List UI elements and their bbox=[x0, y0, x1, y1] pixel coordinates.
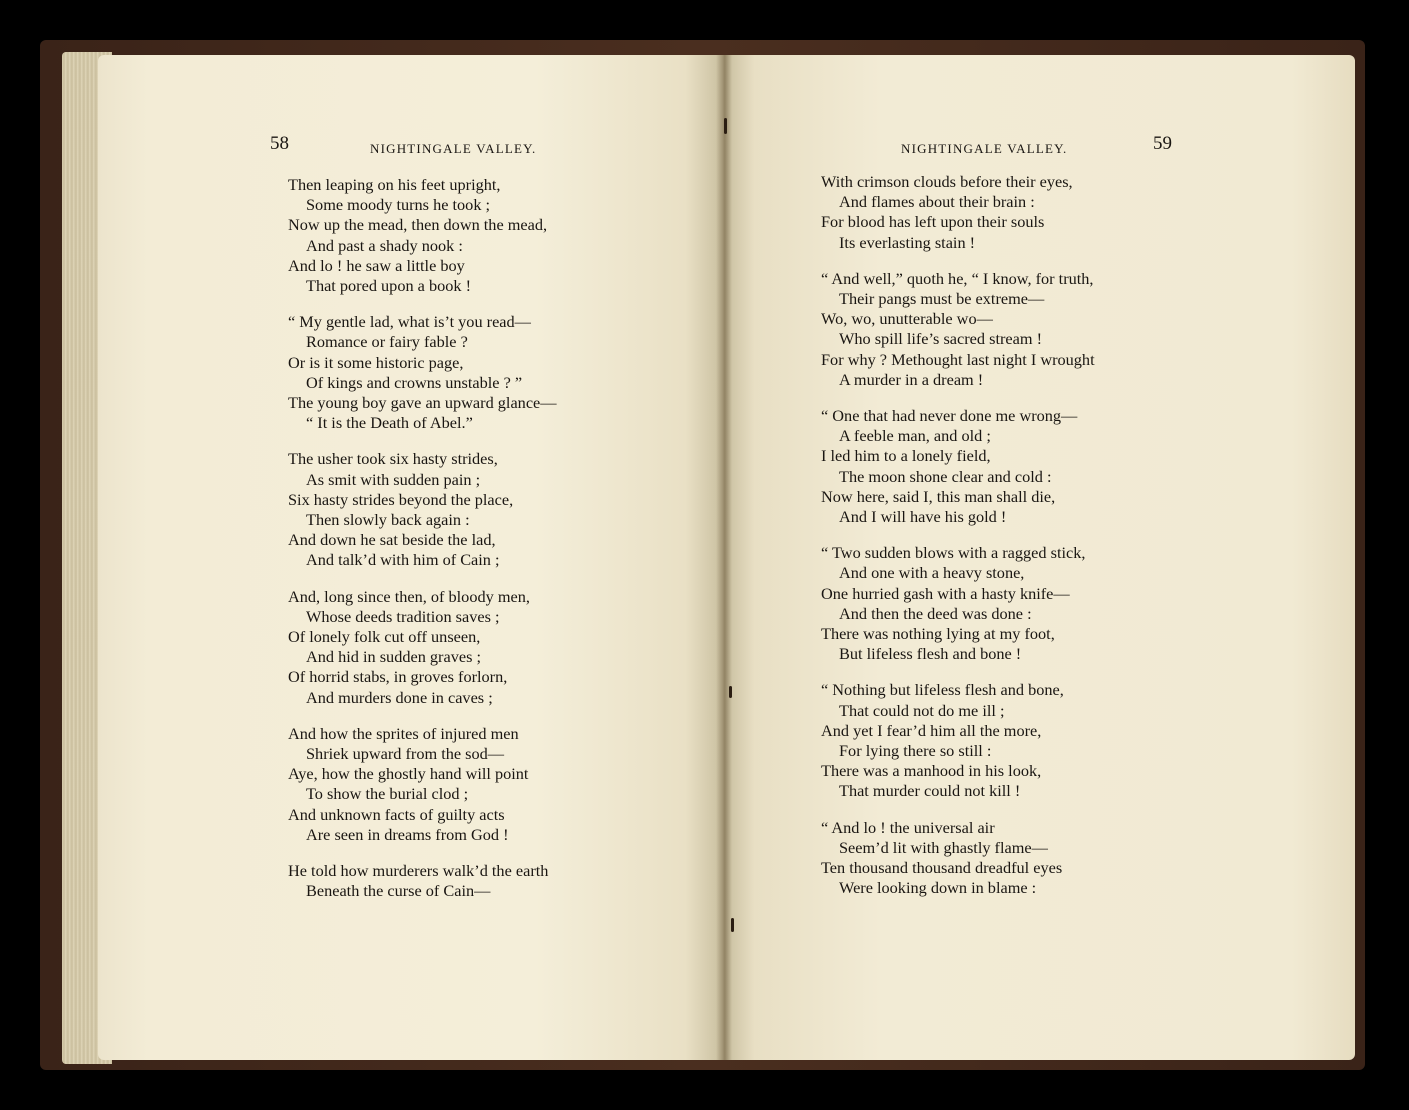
right-page-number: 59 bbox=[1153, 133, 1172, 154]
poem-line: That pored upon a book ! bbox=[306, 276, 472, 296]
poem-line: That murder could not kill ! bbox=[839, 781, 1021, 801]
binding-thread-mark bbox=[729, 686, 732, 698]
poem-line: A feeble man, and old ; bbox=[839, 426, 991, 446]
poem-line: One hurried gash with a hasty knife— bbox=[821, 583, 1070, 603]
poem-line: That could not do me ill ; bbox=[839, 700, 1005, 720]
poem-line: Then slowly back again : bbox=[306, 510, 470, 530]
right-page bbox=[723, 55, 1355, 1060]
left-poem-text bbox=[288, 175, 557, 918]
poem-line: For blood has left upon their souls bbox=[821, 212, 1045, 232]
poem-line: Six hasty strides beyond the place, bbox=[288, 489, 514, 509]
poem-line: There was nothing lying at my foot, bbox=[821, 624, 1055, 644]
poem-line: Aye, how the ghostly hand will point bbox=[288, 764, 529, 784]
stanza bbox=[288, 861, 557, 901]
book-gutter bbox=[716, 55, 732, 1060]
stanza bbox=[821, 818, 1095, 899]
poem-line: And, long since then, of bloody men, bbox=[288, 586, 530, 606]
poem-line: Were looking down in blame : bbox=[839, 878, 1037, 898]
poem-line: Their pangs must be extreme— bbox=[839, 289, 1045, 309]
poem-line: “ One that had never done me wrong— bbox=[821, 406, 1078, 426]
poem-line: Shriek upward from the sod— bbox=[306, 744, 505, 764]
poem-line: And how the sprites of injured men bbox=[288, 723, 519, 743]
poem-line: Some moody turns he took ; bbox=[306, 195, 491, 215]
poem-line: Ten thousand thousand dreadful eyes bbox=[821, 858, 1063, 878]
poem-line: Seem’d lit with ghastly flame— bbox=[839, 837, 1048, 857]
poem-line: Of horrid stabs, in groves forlorn, bbox=[288, 667, 508, 687]
poem-line: Beneath the curse of Cain— bbox=[306, 881, 491, 901]
right-poem-text bbox=[821, 172, 1095, 915]
poem-line: And talk’d with him of Cain ; bbox=[306, 550, 500, 570]
poem-line: “ And lo ! the universal air bbox=[821, 817, 995, 837]
poem-line: Or is it some historic page, bbox=[288, 352, 464, 372]
poem-line: But lifeless flesh and bone ! bbox=[839, 644, 1022, 664]
poem-line: For why ? Methought last night I wrought bbox=[821, 349, 1095, 369]
poem-line: And hid in sudden graves ; bbox=[306, 647, 481, 667]
left-page-number: 58 bbox=[270, 133, 289, 154]
poem-line: The usher took six hasty strides, bbox=[288, 449, 498, 469]
stanza bbox=[821, 680, 1095, 801]
poem-line: Now here, said I, this man shall die, bbox=[821, 486, 1056, 506]
poem-line: Are seen in dreams from God ! bbox=[306, 824, 509, 844]
poem-line: He told how murderers walk’d the earth bbox=[288, 861, 549, 881]
poem-line: “ Nothing but lifeless flesh and bone, bbox=[821, 680, 1064, 700]
poem-line: And one with a heavy stone, bbox=[839, 563, 1025, 583]
left-running-head: NIGHTINGALE VALLEY. bbox=[370, 141, 537, 156]
poem-line: And then the deed was done : bbox=[839, 603, 1032, 623]
poem-line: Now up the mead, then down the mead, bbox=[288, 215, 548, 235]
poem-line: The moon shone clear and cold : bbox=[839, 466, 1052, 486]
poem-line: And past a shady nook : bbox=[306, 235, 463, 255]
poem-line: A murder in a dream ! bbox=[839, 369, 984, 389]
poem-line: Of lonely folk cut off unseen, bbox=[288, 627, 481, 647]
poem-line: Then leaping on his feet upright, bbox=[288, 175, 501, 194]
stanza bbox=[288, 587, 557, 708]
stanza bbox=[288, 175, 557, 296]
poem-line: Wo, wo, unutterable wo— bbox=[821, 309, 993, 329]
poem-line: And unknown facts of guilty acts bbox=[288, 804, 505, 824]
poem-line: “ It is the Death of Abel.” bbox=[306, 413, 473, 433]
poem-line: The young boy gave an upward glance— bbox=[288, 393, 557, 413]
stanza bbox=[288, 724, 557, 845]
poem-line: As smit with sudden pain ; bbox=[306, 469, 481, 489]
poem-line: Romance or fairy fable ? bbox=[306, 332, 468, 352]
poem-line: “ And well,” quoth he, “ I know, for truth, bbox=[821, 268, 1094, 288]
poem-line: Its everlasting stain ! bbox=[839, 232, 976, 252]
binding-thread-mark bbox=[731, 918, 734, 932]
poem-line: And flames about their brain : bbox=[839, 192, 1035, 212]
poem-line: “ My gentle lad, what is’t you read— bbox=[288, 312, 531, 332]
poem-line: And murders done in caves ; bbox=[306, 687, 493, 707]
stanza bbox=[821, 406, 1095, 527]
poem-line: “ Two sudden blows with a ragged stick, bbox=[821, 543, 1086, 563]
stanza bbox=[821, 269, 1095, 390]
poem-line: With crimson clouds before their eyes, bbox=[821, 172, 1073, 191]
right-running-head: NIGHTINGALE VALLEY. bbox=[901, 141, 1068, 156]
poem-line: There was a manhood in his look, bbox=[821, 761, 1042, 781]
poem-line: Of kings and crowns unstable ? ” bbox=[306, 372, 523, 392]
poem-line: I led him to a lonely field, bbox=[821, 446, 991, 466]
stanza bbox=[821, 543, 1095, 664]
poem-line: Whose deeds tradition saves ; bbox=[306, 606, 500, 626]
poem-line: Who spill life’s sacred stream ! bbox=[839, 329, 1042, 349]
binding-thread-mark bbox=[724, 118, 727, 134]
poem-line: And I will have his gold ! bbox=[839, 507, 1007, 527]
stanza bbox=[288, 449, 557, 570]
stanza bbox=[288, 312, 557, 433]
poem-line: And yet I fear’d him all the more, bbox=[821, 720, 1042, 740]
poem-line: And down he sat beside the lad, bbox=[288, 530, 496, 550]
poem-line: For lying there so still : bbox=[839, 741, 992, 761]
poem-line: And lo ! he saw a little boy bbox=[288, 255, 465, 275]
poem-line: To show the burial clod ; bbox=[306, 784, 469, 804]
stanza bbox=[821, 172, 1095, 253]
left-page bbox=[98, 55, 723, 1060]
